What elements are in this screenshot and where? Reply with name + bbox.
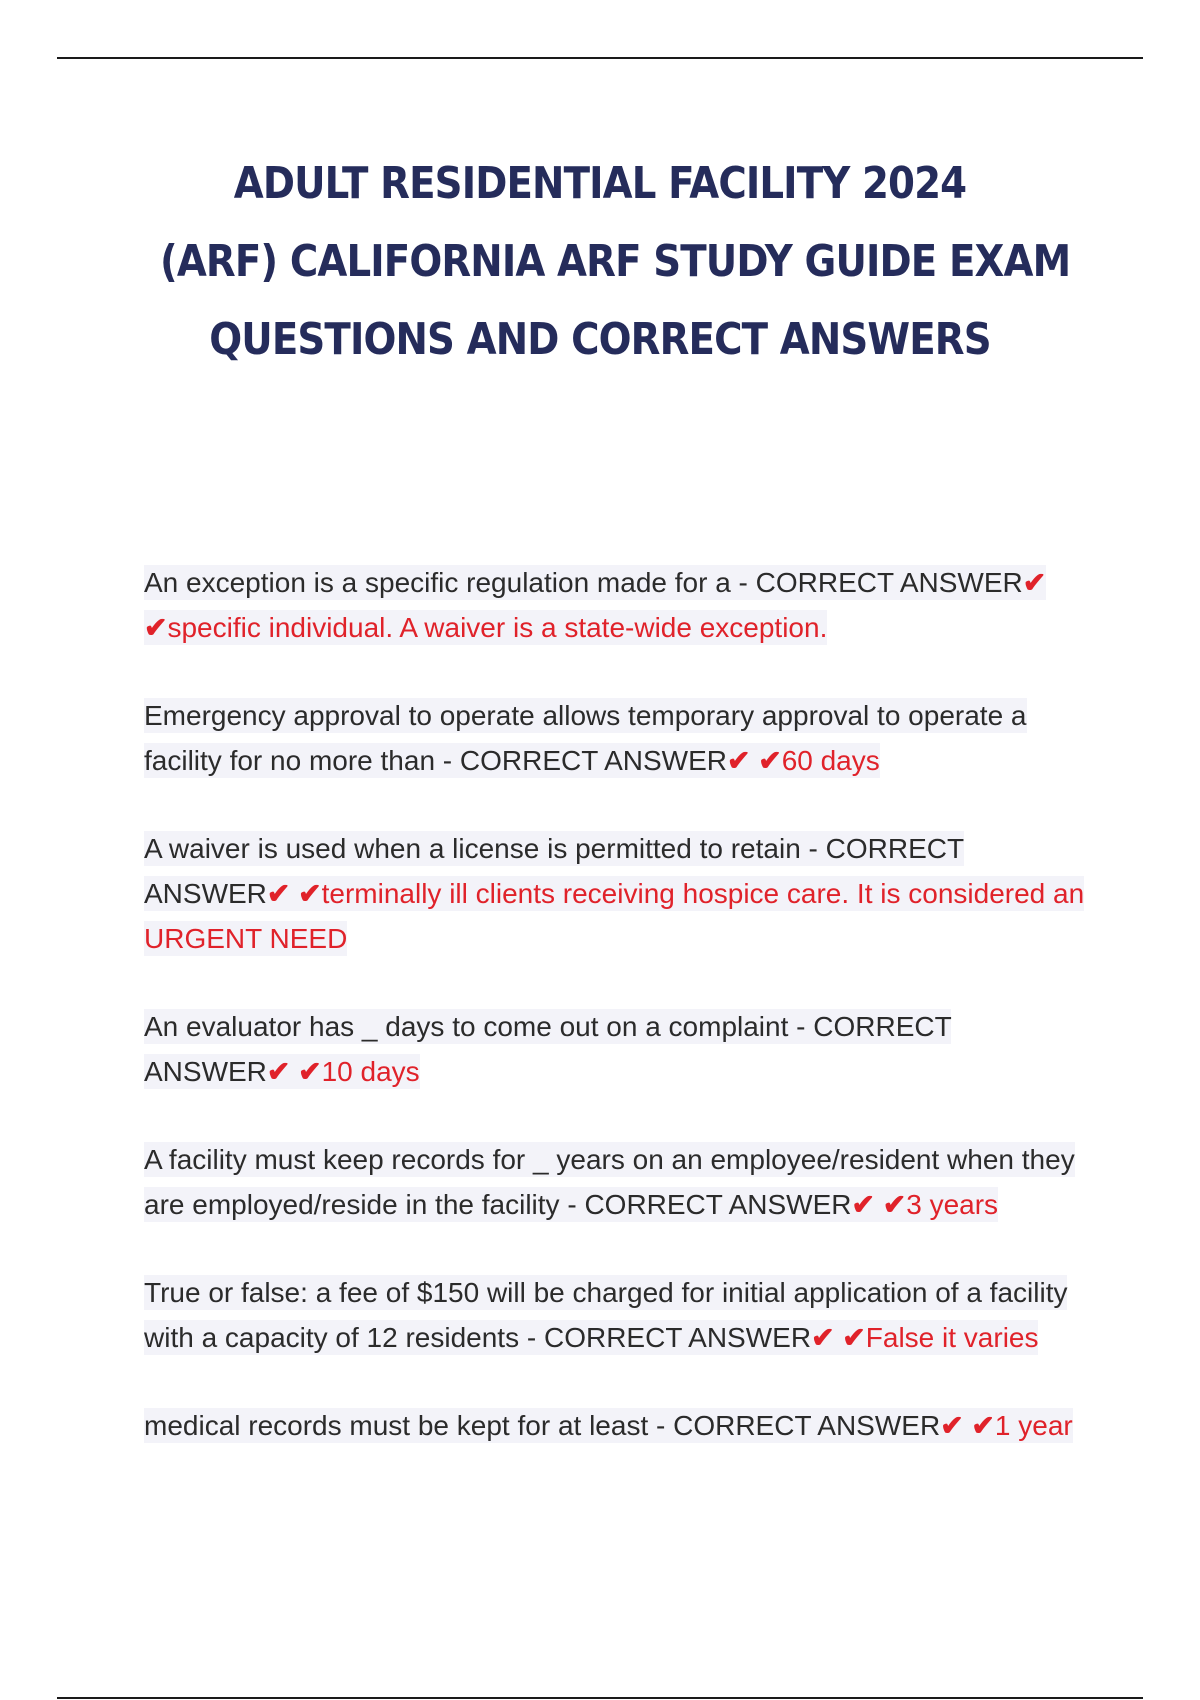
correct-answer-label: CORRECT ANSWER: [459, 745, 727, 776]
correct-answer-label: CORRECT ANSWER: [144, 833, 964, 909]
answer-text: False it varies: [865, 1322, 1039, 1353]
answer-text: terminally ill clients receiving hospice care. It is considered an URGENT NEED: [144, 878, 1085, 954]
title-line-2: (ARF) CALIFORNIA ARF STUDY GUIDE EXAM: [160, 236, 1071, 287]
document-title: [100, 145, 1100, 379]
double-check-icon: ✔ ✔: [726, 745, 782, 776]
answer-text: 10 days: [321, 1056, 420, 1087]
double-check-icon: ✔ ✔: [144, 567, 1047, 643]
qa-item: [144, 1004, 1089, 1094]
answer-text: 3 years: [906, 1189, 999, 1220]
answer-text: 1 year: [994, 1410, 1073, 1441]
bottom-divider: [57, 1697, 1143, 1699]
double-check-icon: ✔ ✔: [851, 1189, 907, 1220]
qa-item: [144, 1270, 1089, 1360]
question-text: An exception is a specific regulation made for a -: [144, 567, 756, 598]
title-line-1: ADULT RESIDENTIAL FACILITY 2024: [233, 158, 967, 209]
top-divider: [57, 57, 1143, 59]
question-text: A facility must keep records for _ years on an employee/resident when they are employed/reside in the facility -: [144, 1144, 1075, 1220]
qa-item: [144, 826, 1089, 961]
qa-item: [144, 1403, 1089, 1448]
correct-answer-label: CORRECT ANSWER: [144, 1011, 952, 1087]
double-check-icon: ✔ ✔: [940, 1410, 995, 1441]
correct-answer-label: CORRECT ANSWER: [543, 1322, 812, 1353]
qa-item: [144, 560, 1089, 650]
double-check-icon: ✔ ✔: [811, 1322, 866, 1353]
qa-item: [144, 1137, 1089, 1227]
double-check-icon: ✔ ✔: [266, 1056, 322, 1087]
qa-list: [144, 560, 1089, 1491]
question-text: medical records must be kept for at least -: [144, 1410, 674, 1441]
correct-answer-label: CORRECT ANSWER: [673, 1410, 941, 1441]
correct-answer-label: CORRECT ANSWER: [584, 1189, 852, 1220]
question-text: True or false: a fee of $150 will be charged for initial application of a facility with a capacity of 12 residents -: [144, 1277, 1068, 1353]
question-text: An evaluator has _ days to come out on a complaint -: [144, 1011, 814, 1042]
double-check-icon: ✔ ✔: [266, 878, 322, 909]
question-text: Emergency approval to operate allows temporary approval to operate a facility for no more than -: [144, 700, 1027, 776]
answer-text: 60 days: [781, 745, 880, 776]
qa-item: [144, 693, 1089, 783]
question-text: A waiver is used when a license is permitted to retain -: [144, 833, 826, 864]
correct-answer-label: CORRECT ANSWER: [755, 567, 1023, 598]
title-line-3: QUESTIONS AND CORRECT ANSWERS: [209, 314, 991, 365]
answer-text: specific individual. A waiver is a state-wide exception.: [167, 612, 828, 643]
